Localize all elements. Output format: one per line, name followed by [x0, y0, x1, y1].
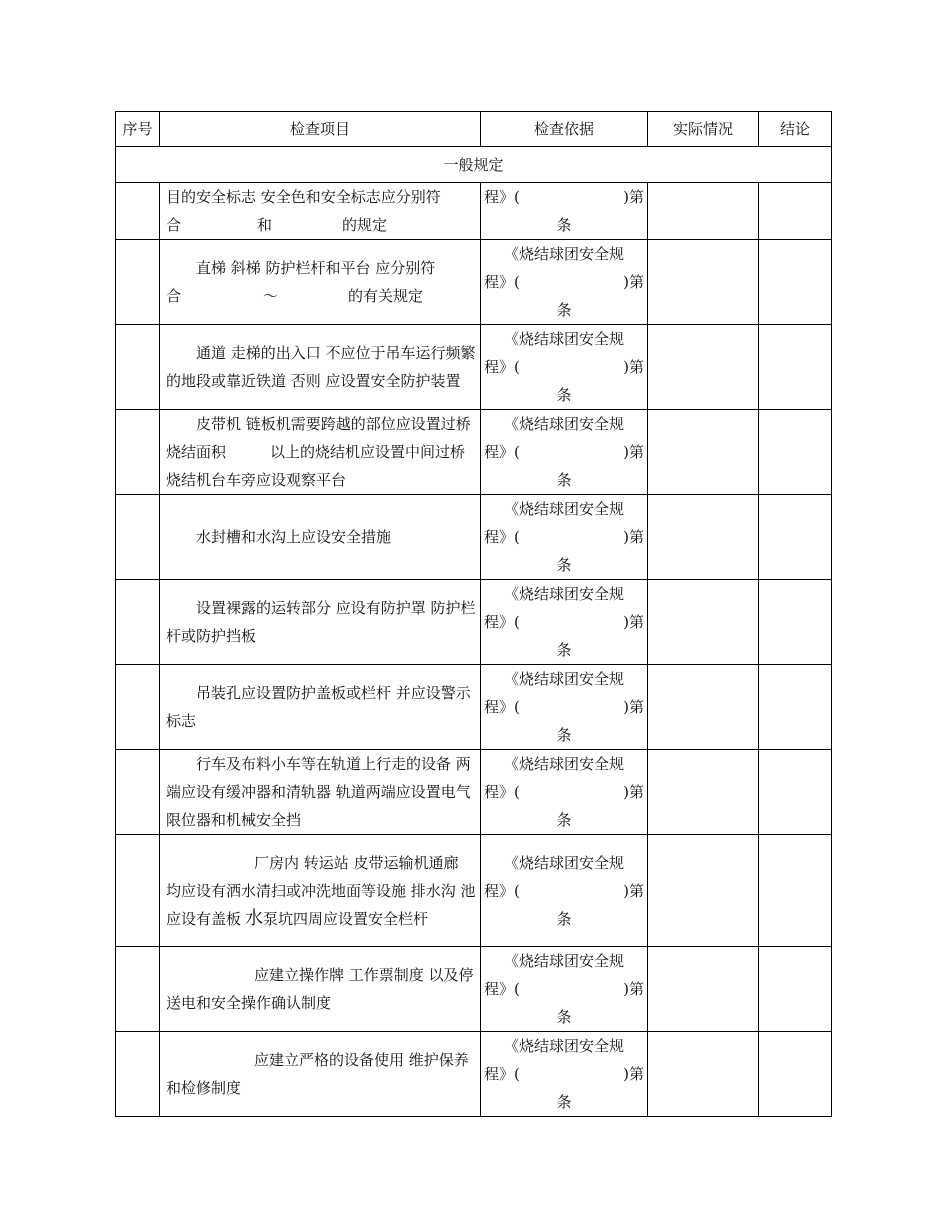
table-row	[116, 835, 832, 947]
basis-text: 程》(	[484, 1065, 520, 1083]
basis-cell	[481, 947, 648, 1032]
basis-text: 条	[556, 1008, 572, 1026]
item-cell	[160, 410, 481, 495]
basis-text: 程》(	[484, 980, 520, 998]
item-cell	[160, 1032, 481, 1117]
item-text: 合	[166, 287, 182, 305]
basis-text: )第	[623, 881, 644, 900]
table-row	[116, 325, 832, 410]
basis-text: )第	[623, 188, 644, 206]
item-text: 以上的烧结机应设置中间过桥 烧结机台车旁应设观察平台	[166, 443, 466, 489]
basis-text: 程》(	[484, 783, 520, 801]
basis-cell	[481, 410, 648, 495]
header-basis: 检查依据	[481, 112, 648, 147]
item-cell	[160, 835, 481, 947]
basis-text: 条	[556, 216, 572, 234]
basis-text: 条	[556, 726, 572, 744]
basis-cell	[481, 183, 648, 240]
basis-text: 《烧结球团安全规	[503, 1037, 624, 1055]
basis-cell	[481, 665, 648, 750]
inspection-table	[115, 111, 832, 1117]
actual-cell[interactable]	[648, 665, 759, 750]
basis-text: )第	[623, 443, 644, 461]
conclusion-cell[interactable]	[759, 240, 832, 325]
table-row	[116, 665, 832, 750]
basis-text: 条	[556, 386, 572, 404]
item-cell	[160, 495, 481, 580]
table-row	[116, 750, 832, 835]
seq-cell	[116, 410, 160, 495]
basis-cell	[481, 240, 648, 325]
item-text: 合	[166, 216, 182, 234]
item-text: 泵坑四周应设置安全栏杆	[263, 909, 429, 928]
conclusion-cell[interactable]	[759, 495, 832, 580]
basis-text: 《烧结球团安全规	[503, 853, 624, 872]
table-row	[116, 947, 832, 1032]
basis-text: 程》(	[484, 528, 520, 546]
basis-text: 《烧结球团安全规	[503, 245, 624, 263]
basis-cell	[481, 495, 648, 580]
seq-cell	[116, 325, 160, 410]
actual-cell[interactable]	[648, 947, 759, 1032]
conclusion-cell[interactable]	[759, 325, 832, 410]
header-row	[116, 112, 832, 147]
conclusion-cell[interactable]	[759, 580, 832, 665]
basis-text: 《烧结球团安全规	[503, 500, 624, 518]
basis-text: 程》(	[484, 358, 520, 376]
actual-cell[interactable]	[648, 183, 759, 240]
item-text: 水封槽和水沟上应设安全措施	[196, 528, 392, 546]
item-cell	[160, 183, 481, 240]
basis-cell	[481, 835, 648, 947]
item-text: 水	[245, 907, 264, 929]
seq-cell	[116, 947, 160, 1032]
seq-cell	[116, 835, 160, 947]
actual-cell[interactable]	[648, 750, 759, 835]
basis-text: 条	[556, 556, 572, 574]
conclusion-cell[interactable]	[759, 947, 832, 1032]
table-row	[116, 495, 832, 580]
seq-cell	[116, 1032, 160, 1117]
basis-text: 《烧结球团安全规	[503, 755, 624, 773]
basis-text: )第	[623, 273, 644, 291]
basis-text: 程》(	[484, 188, 520, 206]
item-text: 厂房内 转运站 皮带运输机通廊 均应设有洒水清扫或冲洗地面等设施 排水沟 池应设有盖板	[166, 853, 476, 928]
basis-cell	[481, 1032, 648, 1117]
item-text: 的有关规定	[348, 287, 424, 305]
item-text: 吊装孔应设置防护盖板或栏杆 并应设警示标志	[166, 684, 471, 730]
conclusion-cell[interactable]	[759, 835, 832, 947]
conclusion-cell[interactable]	[759, 183, 832, 240]
basis-text: 条	[556, 1093, 572, 1111]
basis-cell	[481, 325, 648, 410]
basis-text: 《烧结球团安全规	[503, 415, 624, 433]
actual-cell[interactable]	[648, 580, 759, 665]
header-seq: 序号	[116, 112, 160, 147]
item-text: 通道 走梯的出入口 不应位于吊车运行频繁的地段或靠近铁道 否则 应设置安全防护装置	[166, 344, 476, 390]
basis-text: 条	[556, 909, 572, 928]
basis-text: 条	[556, 301, 572, 319]
actual-cell[interactable]	[648, 835, 759, 947]
header-conclusion: 结论	[759, 112, 832, 147]
item-text: ～	[263, 287, 279, 305]
actual-cell[interactable]	[648, 410, 759, 495]
basis-cell	[481, 580, 648, 665]
basis-text: 《烧结球团安全规	[503, 330, 624, 348]
item-text: 应建立操作牌 工作票制度 以及停送电和安全操作确认制度	[166, 966, 474, 1012]
seq-cell	[116, 750, 160, 835]
actual-cell[interactable]	[648, 495, 759, 580]
header-item: 检查项目	[160, 112, 481, 147]
conclusion-cell[interactable]	[759, 750, 832, 835]
basis-text: )第	[623, 1065, 644, 1083]
basis-text: 程》(	[484, 881, 520, 900]
basis-text: )第	[623, 698, 644, 716]
item-text: 行车及布料小车等在轨道上行走的设备 两端应设有缓冲器和清轨器 轨道两端应设置电气限位器和机械安全挡	[166, 755, 471, 829]
seq-cell	[116, 495, 160, 580]
item-cell	[160, 665, 481, 750]
item-cell	[160, 325, 481, 410]
item-text: 的规定	[342, 216, 388, 234]
item-text: 皮带机 链板机需要跨越的部位应设置过桥 烧结面积	[166, 415, 471, 461]
actual-cell[interactable]	[648, 240, 759, 325]
conclusion-cell[interactable]	[759, 1032, 832, 1117]
item-text: 设置裸露的运转部分 应设有防护罩 防护栏杆或防护挡板	[166, 599, 476, 645]
item-cell	[160, 240, 481, 325]
actual-cell[interactable]	[648, 325, 759, 410]
basis-text: 条	[556, 811, 572, 829]
section-row	[116, 147, 832, 183]
basis-text: 程》(	[484, 273, 520, 291]
actual-cell[interactable]	[648, 1032, 759, 1117]
seq-cell	[116, 665, 160, 750]
basis-text: 《烧结球团安全规	[503, 585, 624, 603]
seq-cell	[116, 240, 160, 325]
basis-text: 程》(	[484, 613, 520, 631]
basis-text: 程》(	[484, 443, 520, 461]
item-text: 和	[257, 216, 273, 234]
item-text: 目的安全标志 安全色和安全标志应分别符	[166, 188, 441, 206]
basis-text: )第	[623, 980, 644, 998]
table-row	[116, 410, 832, 495]
item-cell	[160, 750, 481, 835]
header-actual: 实际情况	[648, 112, 759, 147]
basis-text: 程》(	[484, 698, 520, 716]
conclusion-cell[interactable]	[759, 410, 832, 495]
section-title: 一般规定	[116, 147, 832, 183]
item-cell	[160, 580, 481, 665]
seq-cell	[116, 580, 160, 665]
table-row	[116, 1032, 832, 1117]
conclusion-cell[interactable]	[759, 665, 832, 750]
table-row	[116, 580, 832, 665]
basis-cell	[481, 750, 648, 835]
item-text: 应建立严格的设备使用 维护保养和检修制度	[166, 1051, 469, 1097]
basis-text: )第	[623, 613, 644, 631]
item-cell	[160, 947, 481, 1032]
basis-text: 条	[556, 641, 572, 659]
item-text: 直梯 斜梯 防护栏杆和平台 应分别符	[196, 259, 436, 277]
basis-text: 条	[556, 471, 572, 489]
table-row	[116, 240, 832, 325]
basis-text: )第	[623, 528, 644, 546]
table-row	[116, 183, 832, 240]
basis-text: )第	[623, 783, 644, 801]
basis-text: 《烧结球团安全规	[503, 952, 624, 970]
basis-text: )第	[623, 358, 644, 376]
basis-text: 《烧结球团安全规	[503, 670, 624, 688]
seq-cell	[116, 183, 160, 240]
